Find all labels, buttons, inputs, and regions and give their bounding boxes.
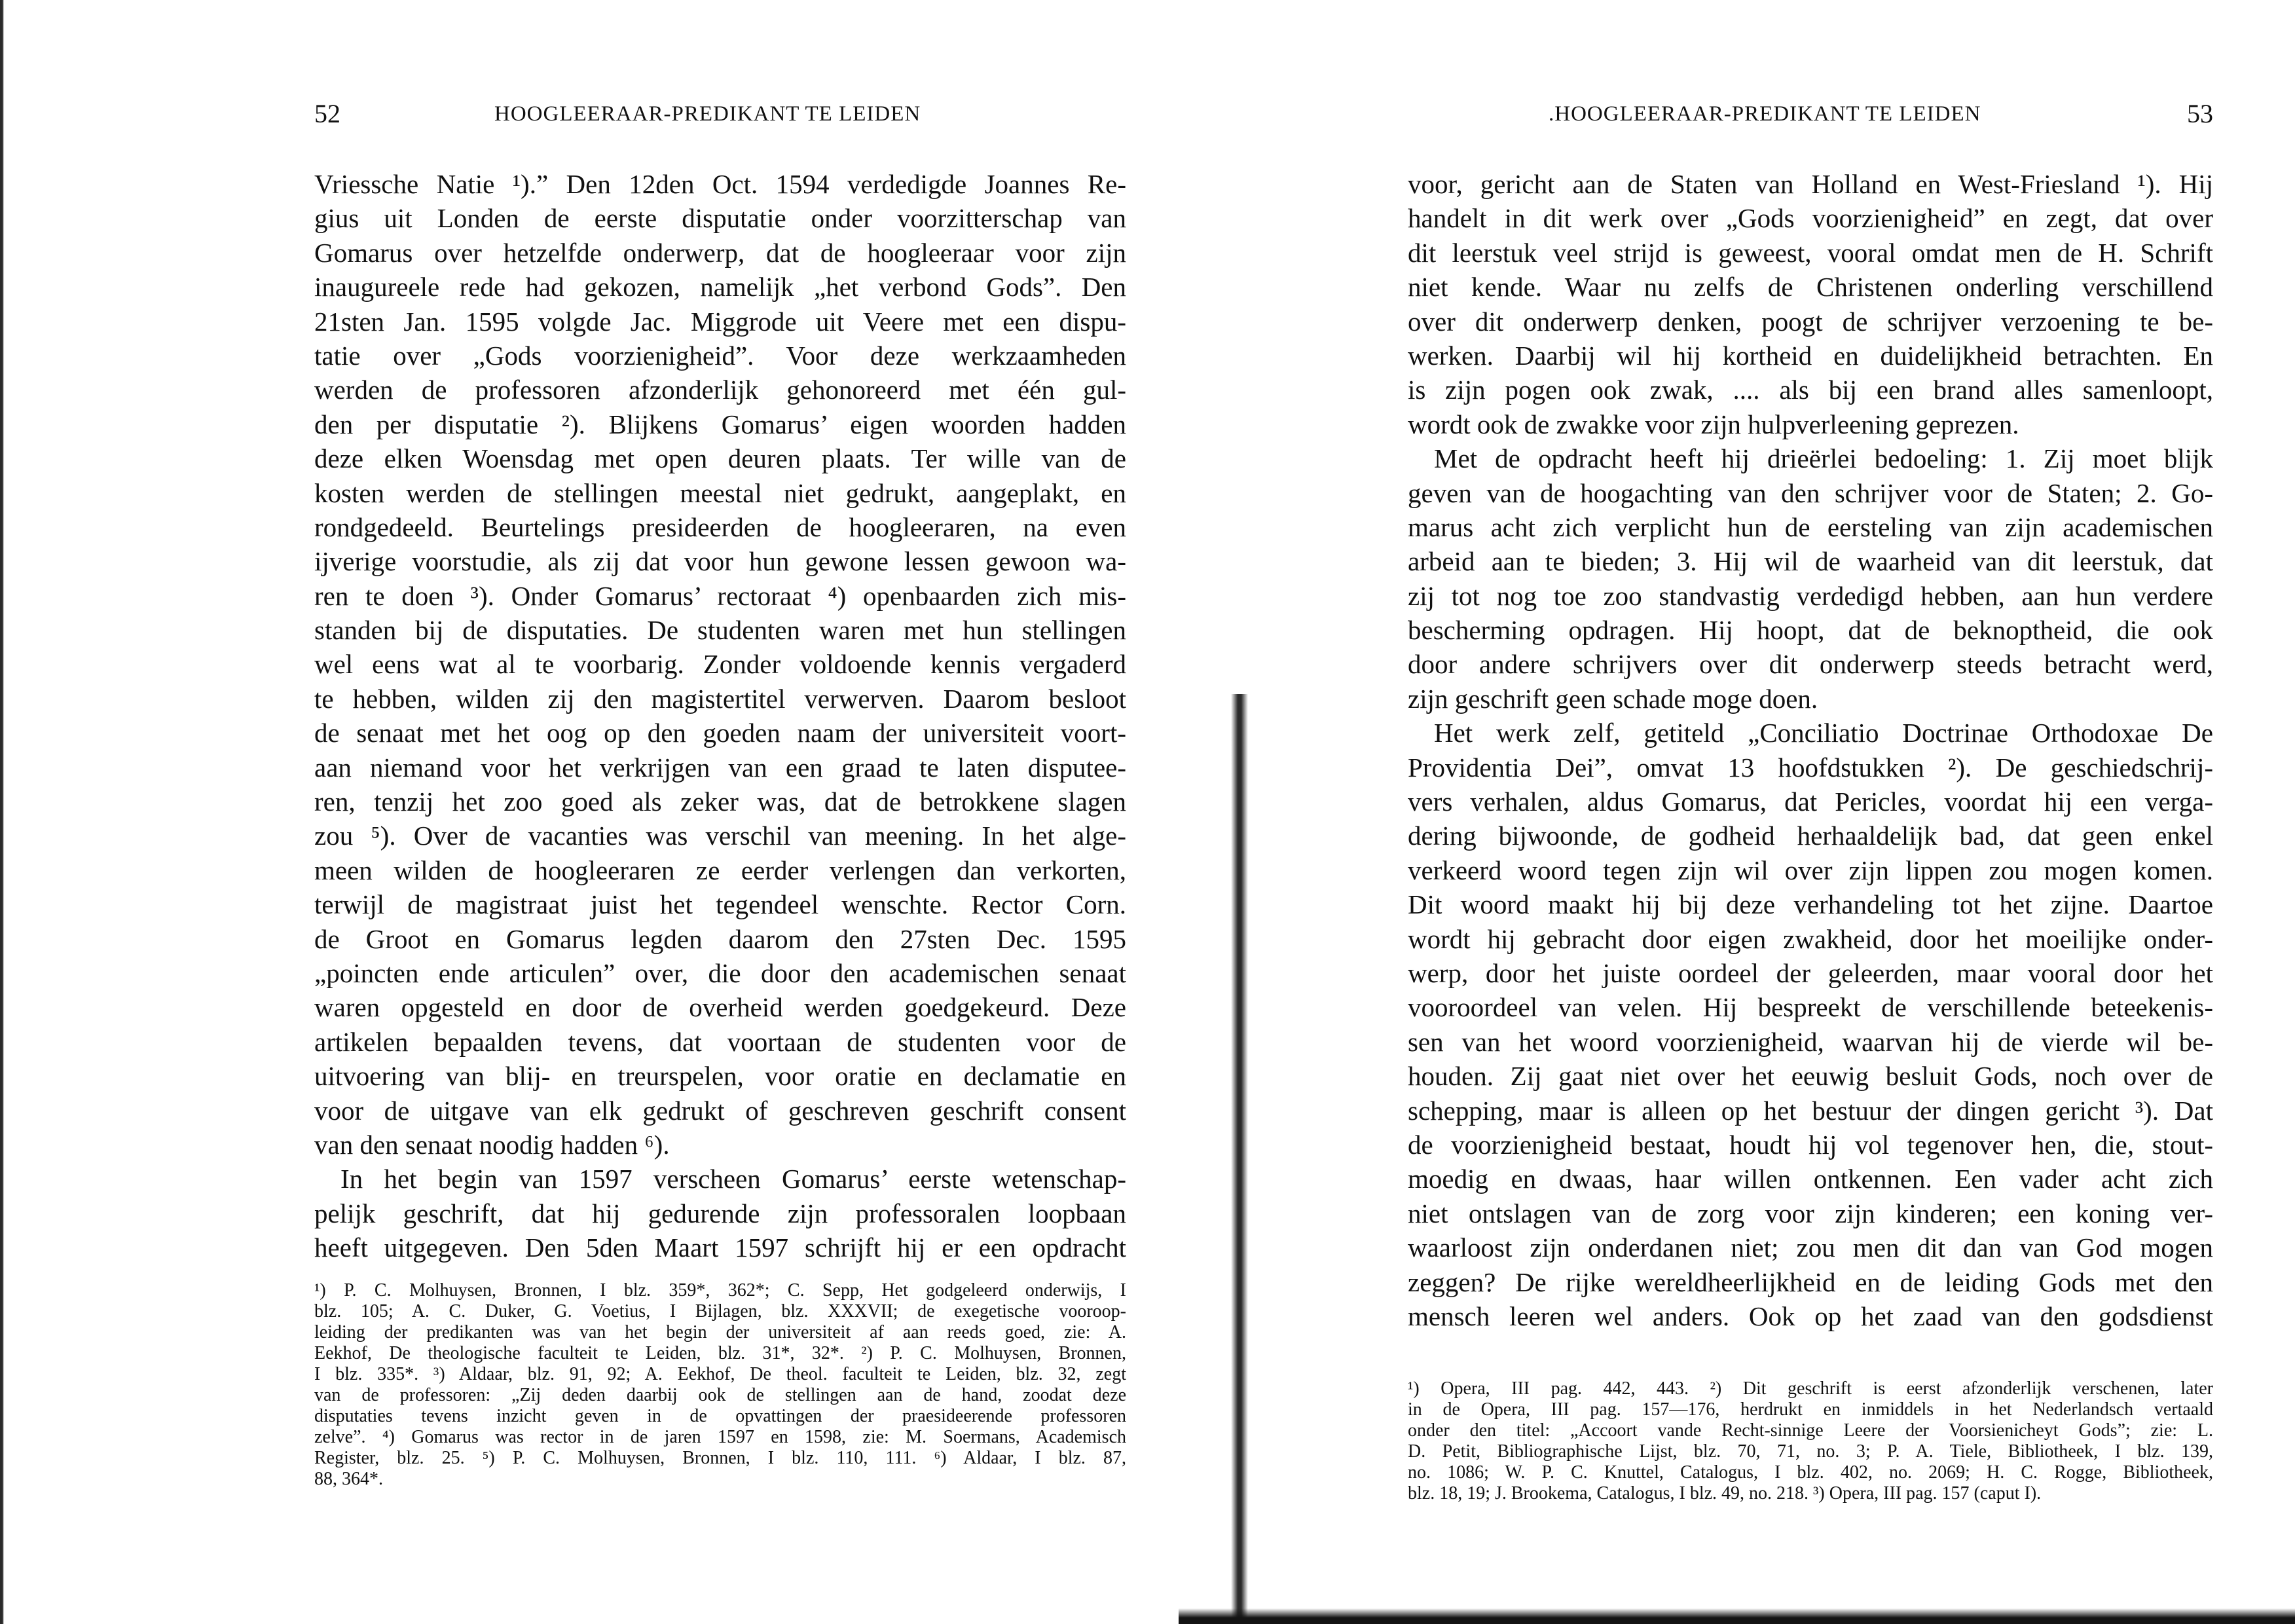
- text-line: vooroordeel van velen. Hij bespreekt de verschillende beteekenis-: [1408, 992, 2213, 1023]
- text-line: moedig en dwaas, haar willen ontkennen. Een vader acht zich: [1408, 1164, 2213, 1194]
- right-page-number: 53: [2187, 99, 2213, 128]
- text-line: Het werk zelf, getiteld „Conciliatio Doctrinae Orthodoxae De: [1434, 718, 2213, 748]
- text-line: Providentia Dei”, omvat 13 hoofdstukken ²). De geschiedschrij-: [1408, 752, 2213, 783]
- text-line: zou ⁵). Over de vacanties was verschil van meening. In het alge-: [314, 821, 1126, 851]
- text-line: 21sten Jan. 1595 volgde Jac. Miggrode uit Veere met een dispu-: [314, 306, 1126, 337]
- right-running-head: [1408, 98, 2213, 138]
- book-gutter-shadow: [1231, 694, 1248, 1624]
- footnote-line: blz. 18, 19; J. Brookema, Catalogus, I blz. 49, no. 218. ³) Opera, III pag. 157 (caput I).: [1408, 1483, 2042, 1504]
- text-line: arbeid aan te bieden; 3. Hij wil de waarheid van dit leerstuk, dat: [1408, 546, 2213, 577]
- text-line: niet kende. Waar nu zelfs de Christenen onderling verschillend: [1408, 272, 2213, 303]
- footnote-line: leiding der predikanten was van het begin der universiteit af aan reeds goed, zie: A.: [314, 1322, 1126, 1342]
- text-line: zijn geschrift geen schade moge doen.: [1408, 683, 1818, 714]
- text-line: tatie over „Gods voorzienigheid”. Voor deze werkzaamheden: [314, 340, 1126, 371]
- text-line: voor, gericht aan de Staten van Holland en West-Friesland ¹). Hij: [1408, 169, 2213, 199]
- text-line: standen bij de disputaties. De studenten waren met hun stellingen: [314, 615, 1126, 646]
- left-page-number: 52: [314, 99, 340, 128]
- text-line: wordt hij gebracht door eigen zwakheid, door het moeilijke onder-: [1408, 923, 2213, 954]
- right-body-text: [1408, 167, 2213, 1333]
- text-line: de voorzienigheid bestaat, houdt hij vol tegenover hen, die, stout-: [1408, 1129, 2213, 1160]
- text-line: marus acht zich verplicht hun de eersteling van zijn academischen: [1408, 511, 2213, 542]
- text-line: zeggen? De rijke wereldheerlijkheid en de leiding Gods met den: [1408, 1266, 2213, 1297]
- text-line: werden de professoren afzonderlijk gehonoreerd met één gul-: [314, 375, 1126, 405]
- right-footnotes: [1408, 1378, 2213, 1504]
- text-line: de Groot en Gomarus legden daarom den 27sten Dec. 1595: [314, 923, 1126, 954]
- text-line: is zijn pogen ook zwak, .... als bij een brand alles samenloopt,: [1408, 375, 2213, 405]
- scan-left-edge-shadow: [0, 0, 12, 1624]
- text-line: ren, tenzij het zoo goed als zeker was, dat de betrokkene slagen: [314, 786, 1126, 817]
- text-line: ren te doen ³). Onder Gomarus’ rectoraat ⁴) openbaarden zich mis-: [314, 580, 1126, 611]
- right-running-title: .HOOGLEERAAR-PREDIKANT TE LEIDEN: [1549, 102, 1981, 126]
- left-running-title: HOOGLEERAAR-PREDIKANT TE LEIDEN: [494, 102, 921, 126]
- text-line: vers verhalen, aldus Gomarus, dat Pericles, voordat hij een verga-: [1408, 786, 2213, 817]
- footnote-line: van de professoren: „Zij deden daarbij ook de stellingen aan de hand, zoodat deze: [314, 1385, 1126, 1405]
- text-line: artikelen bepaalden tevens, dat voortaan de studenten voor de: [314, 1026, 1126, 1057]
- text-line: Met de opdracht heeft hij drieërlei bedoeling: 1. Zij moet blijk: [1434, 443, 2213, 474]
- text-line: over dit onderwerp denken, poogt de schrijver verzoening te be-: [1408, 306, 2213, 337]
- footnote-line: onder den titel: „Accoort vande Recht-sinnige Leere der Voorsienicheyt Gods”; zie: L.: [1408, 1420, 2213, 1441]
- text-line: voor de uitgave van elk gedrukt of geschreven geschrift consent: [314, 1095, 1126, 1126]
- footnote-line: disputaties tevens inzicht geven in de opvattingen der praesideerende professoren: [314, 1406, 1126, 1426]
- footnote-line: Eekhof, De theologische faculteit te Leiden, blz. 31*, 32*. ²) P. C. Molhuysen, Bronnen,: [314, 1343, 1126, 1363]
- right-page: [1408, 0, 2213, 1624]
- text-line: kosten werden de stellingen meestal niet gedrukt, aangeplakt, en: [314, 477, 1126, 508]
- text-line: houden. Zij gaat niet over het eeuwig besluit Gods, noch over de: [1408, 1061, 2213, 1092]
- footnote-line: D. Petit, Bibliographische Lijst, blz. 70, 71, no. 3; P. A. Tiele, Bibliotheek, I blz. 139,: [1408, 1441, 2213, 1462]
- text-line: te hebben, wilden zij den magistertitel verwerven. Daarom besloot: [314, 683, 1126, 714]
- text-line: dit leerstuk veel strijd is geweest, vooral omdat men de H. Schrift: [1408, 237, 2213, 268]
- text-line: den per disputatie ²). Blijkens Gomarus’ eigen woorden hadden: [314, 409, 1126, 439]
- text-line: door andere schrijvers over dit onderwerp steeds betracht werd,: [1408, 649, 2213, 680]
- footnote-line: 88, 364*.: [314, 1469, 383, 1489]
- left-footnotes: [314, 1280, 1126, 1490]
- left-body-text: [314, 167, 1126, 1265]
- text-line: sen van het woord voorzienigheid, waarvan hij de vierde wil be-: [1408, 1026, 2213, 1057]
- text-line: wordt ook de zwakke voor zijn hulpverleening geprezen.: [1408, 409, 2019, 439]
- text-line: pelijk geschrift, dat hij gedurende zijn professoralen loopbaan: [314, 1198, 1126, 1228]
- text-line: aan niemand voor het verkrijgen van een graad te laten disputee-: [314, 752, 1126, 783]
- footnote-line: blz. 105; A. C. Duker, G. Voetius, I Bijlagen, blz. XXXVII; de exegetische vooroop-: [314, 1301, 1126, 1321]
- text-line: Dit woord maakt hij bij deze verhandeling tot het zijne. Daartoe: [1408, 889, 2213, 920]
- footnote-line: in de Opera, III pag. 157—176, herdrukt en inmiddels in het Nederlandsch vertaald: [1408, 1399, 2213, 1420]
- text-line: waarloost zijn onderdanen niet; zou men dit dan van God mogen: [1408, 1232, 2213, 1263]
- footnote-line: no. 1086; W. P. C. Knuttel, Catalogus, I blz. 402, no. 2069; H. C. Rogge, Bibliotheek,: [1408, 1462, 2213, 1483]
- text-line: gius uit Londen de eerste disputatie onder voorzitterschap van: [314, 203, 1126, 234]
- text-line: bescherming opdragen. Hij hoopt, dat de beknoptheid, die ook: [1408, 615, 2213, 646]
- text-line: ijverige voorstudie, als zij dat voor hun gewone lessen gewoon wa-: [314, 546, 1126, 577]
- footnote-line: zelve”. ⁴) Gomarus was rector in de jaren 1597 en 1598, zie: M. Soermans, Academisch: [314, 1427, 1126, 1447]
- text-line: uitvoering van blij- en treurspelen, voor oratie en declamatie en: [314, 1061, 1126, 1092]
- text-line: wel eens wat al te voorbarig. Zonder voldoende kennis vergaderd: [314, 649, 1126, 680]
- text-line: mensch leeren wel anders. Ook op het zaad van den godsdienst: [1408, 1301, 2213, 1331]
- text-line: rondgedeeld. Beurtelings presideerden de hoogleeraren, na even: [314, 511, 1126, 542]
- text-line: In het begin van 1597 verscheen Gomarus’ eerste wetenschap-: [340, 1164, 1126, 1194]
- text-line: heeft uitgegeven. Den 5den Maart 1597 schrijft hij er een opdracht: [314, 1232, 1126, 1263]
- text-line: werken. Daarbij wil hij kortheid en duidelijkheid betrachten. En: [1408, 340, 2213, 371]
- text-line: schepping, maar is alleen op het bestuur der dingen gericht ³). Dat: [1408, 1095, 2213, 1126]
- footnote-line: ¹) Opera, III pag. 442, 443. ²) Dit geschrift is eerst afzonderlijk verschenen, later: [1408, 1378, 2213, 1399]
- text-line: Vriessche Natie ¹).” Den 12den Oct. 1594 verdedigde Joannes Re-: [314, 169, 1126, 199]
- footnote-line: ¹) P. C. Molhuysen, Bronnen, I blz. 359*, 362*; C. Sepp, Het godgeleerd onderwijs, I: [314, 1280, 1126, 1301]
- left-running-head: [314, 98, 1126, 138]
- text-line: handelt in dit werk over „Gods voorzienigheid” en zegt, dat over: [1408, 203, 2213, 234]
- text-line: de senaat met het oog op den goeden naam der universiteit voort-: [314, 718, 1126, 748]
- text-line: terwijl de magistraat juist het tegendeel wenschte. Rector Corn.: [314, 889, 1126, 920]
- text-line: deze elken Woensdag met open deuren plaats. Ter wille van de: [314, 443, 1126, 474]
- text-line: van den senaat noodig hadden ⁶).: [314, 1129, 670, 1160]
- footnote-line: I blz. 335*. ³) Aldaar, blz. 91, 92; A. Eekhof, De theol. faculteit te Leiden, blz. 32, zegt: [314, 1364, 1126, 1384]
- footnote-line: Register, blz. 25. ⁵) P. C. Molhuysen, Bronnen, I blz. 110, 111. ⁶) Aldaar, I blz. 87,: [314, 1448, 1126, 1468]
- text-line: geven van de hoogachting van den schrijver voor de Staten; 2. Go-: [1408, 477, 2213, 508]
- text-line: meen wilden de hoogleeraren ze eerder verlengen dan verkorten,: [314, 855, 1126, 885]
- text-line: Gomarus over hetzelfde onderwerp, dat de hoogleeraar voor zijn: [314, 237, 1126, 268]
- text-line: verkeerd woord tegen zijn wil over zijn lippen zou mogen komen.: [1408, 855, 2213, 885]
- text-line: zij tot nog toe zoo standvastig verdedigd hebben, aan hun verdere: [1408, 580, 2213, 611]
- text-line: werp, door het juiste oordeel der geleerden, maar vooral door het: [1408, 957, 2213, 988]
- text-line: inaugureele rede had gekozen, namelijk „het verbond Gods”. Den: [314, 272, 1126, 303]
- left-page: [314, 0, 1126, 1624]
- text-line: „poincten ende articulen” over, die door den academischen senaat: [314, 957, 1126, 988]
- text-line: waren opgesteld en door de overheid werden goedgekeurd. Deze: [314, 992, 1126, 1023]
- text-line: niet ontslagen van de zorg voor zijn kinderen; een koning ver-: [1408, 1198, 2213, 1228]
- text-line: dering bijwoonde, de godheid herhaaldelijk bad, dat geen enkel: [1408, 821, 2213, 851]
